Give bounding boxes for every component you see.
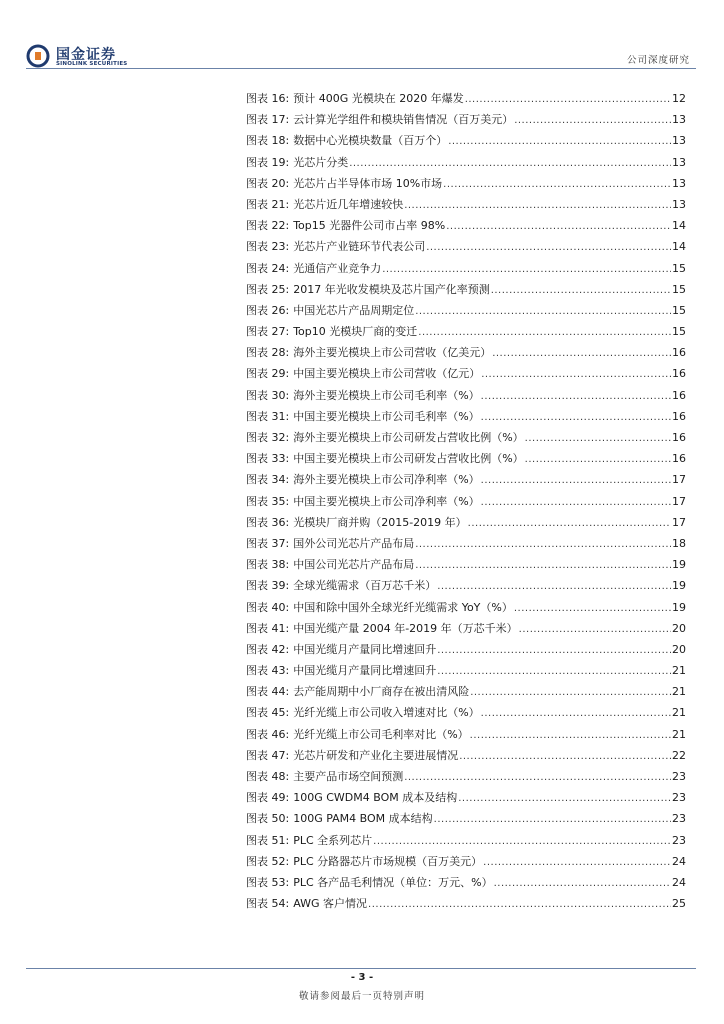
toc-entry-title: 中国光缆产量 2004 年-2019 年（万芯千米）	[293, 621, 518, 635]
toc-entry[interactable]	[246, 851, 686, 872]
toc-entry-label: 图表 25:	[246, 282, 290, 296]
toc-entry-page: 16	[672, 409, 686, 423]
toc-leader-dots	[415, 534, 671, 555]
toc-entry-label: 图表 39:	[246, 579, 290, 593]
toc-leader-dots	[465, 89, 671, 110]
toc-entry-page: 13	[672, 155, 686, 169]
toc-entry-title: 光通信产业竞争力	[293, 261, 382, 275]
toc-leader-dots	[470, 682, 671, 703]
toc-entry-label: 图表 24:	[246, 261, 290, 275]
toc-entry-page: 23	[672, 833, 686, 847]
toc-entry-title: 中国公司光芯片产品布局	[293, 558, 415, 572]
toc-entry-page: 14	[672, 240, 686, 254]
toc-entry[interactable]	[246, 300, 686, 321]
logo-text-en: SINOLINK SECURITIES	[56, 61, 128, 67]
toc-entry[interactable]	[246, 724, 686, 745]
toc-entry-page: 16	[672, 367, 686, 381]
toc-entry-page: 16	[672, 346, 686, 360]
toc-entry-label: 图表 29:	[246, 367, 290, 381]
toc-entry-title: 中国光缆月产量同比增速回升	[293, 664, 437, 678]
toc-entry-label: 图表 31:	[246, 409, 290, 423]
toc-leader-dots	[418, 322, 671, 343]
toc-entry-title: PLC 各产品毛利情况（单位：万元、%）	[293, 875, 493, 889]
toc-entry[interactable]	[246, 893, 686, 914]
toc-entry[interactable]	[246, 745, 686, 766]
toc-leader-dots	[492, 343, 671, 364]
toc-leader-dots	[481, 470, 671, 491]
toc-entry[interactable]	[246, 639, 686, 660]
toc-entry-label: 图表 44:	[246, 685, 290, 699]
toc-entry-title: 光纤光缆上市公司毛利率对比（%）	[293, 727, 469, 741]
toc-entry-page: 19	[672, 600, 686, 614]
toc-entry[interactable]	[246, 766, 686, 787]
toc-entry-page: 17	[672, 494, 686, 508]
toc-leader-dots	[481, 492, 671, 513]
toc-entry-label: 图表 16:	[246, 92, 290, 105]
toc-entry[interactable]	[246, 406, 686, 427]
toc-leader-dots	[481, 386, 671, 407]
toc-entry-label: 图表 26:	[246, 303, 290, 317]
toc-leader-dots	[415, 301, 671, 322]
toc-entry-label: 图表 47:	[246, 748, 290, 762]
toc-entry-label: 图表 38:	[246, 558, 290, 572]
toc-entry-title: 100G PAM4 BOM 成本结构	[293, 812, 433, 826]
toc-entry-title: 光芯片近几年增速较快	[293, 197, 404, 211]
toc-leader-dots	[481, 364, 671, 385]
toc-entry-page: 21	[672, 685, 686, 699]
toc-entry[interactable]	[246, 258, 686, 279]
toc-entry-title: 2017 年光收发模块及芯片国产化率预测	[293, 282, 490, 296]
toc-entry-label: 图表 46:	[246, 727, 290, 741]
toc-entry[interactable]	[246, 342, 686, 363]
toc-entry-page: 21	[672, 727, 686, 741]
toc-entry[interactable]	[246, 469, 686, 490]
toc-leader-dots	[458, 788, 671, 809]
toc-entry-label: 图表 52:	[246, 854, 290, 868]
toc-entry-page: 13	[672, 134, 686, 148]
toc-entry-title: 光芯片研发和产业化主要进展情况	[293, 748, 459, 762]
toc-entry-page: 13	[672, 113, 686, 127]
toc-entry-label: 图表 19:	[246, 155, 290, 169]
toc-entry-page: 16	[672, 452, 686, 466]
toc-entry-title: 中国主要光模块上市公司营收（亿元）	[293, 367, 481, 381]
toc-entry-label: 图表 50:	[246, 812, 290, 826]
toc-leader-dots	[481, 703, 671, 724]
toc-entry-page: 24	[672, 875, 686, 889]
toc-leader-dots	[368, 894, 671, 915]
figure-table-of-contents	[246, 88, 686, 914]
toc-leader-dots	[373, 831, 671, 852]
toc-entry-title: 光芯片占半导体市场 10%市场	[293, 176, 443, 190]
page-number: - 3 -	[350, 972, 374, 983]
toc-leader-dots	[404, 195, 671, 216]
toc-entry-label: 图表 41:	[246, 621, 290, 635]
toc-entry[interactable]	[246, 618, 686, 639]
toc-leader-dots	[349, 153, 671, 174]
toc-leader-dots	[514, 598, 671, 619]
toc-entry-page: 15	[672, 303, 686, 317]
toc-entry[interactable]	[246, 363, 686, 384]
logo-text-cn: 国金证券	[56, 47, 116, 63]
toc-entry-label: 图表 28:	[246, 346, 290, 360]
toc-entry-page: 23	[672, 812, 686, 826]
toc-entry[interactable]	[246, 194, 686, 215]
toc-leader-dots	[437, 640, 671, 661]
toc-entry-label: 图表 22:	[246, 219, 290, 233]
toc-leader-dots	[382, 259, 671, 280]
company-logo	[26, 44, 136, 68]
toc-entry-title: 数据中心光模块数量（百万个）	[293, 134, 448, 148]
toc-entry-title: PLC 分路器芯片市场规模（百万美元）	[293, 854, 483, 868]
toc-leader-dots	[514, 110, 671, 131]
toc-entry[interactable]	[246, 512, 686, 533]
toc-entry-page: 14	[672, 219, 686, 233]
toc-entry-title: 光纤光缆上市公司收入增速对比（%）	[293, 706, 480, 720]
toc-entry-page: 21	[672, 706, 686, 720]
toc-entry[interactable]	[246, 88, 686, 109]
footer-divider	[26, 968, 696, 969]
toc-leader-dots	[426, 237, 671, 258]
toc-entry-label: 图表 30:	[246, 388, 290, 402]
toc-entry-label: 图表 20:	[246, 176, 290, 190]
toc-entry-label: 图表 36:	[246, 515, 290, 529]
toc-entry-page: 21	[672, 664, 686, 678]
sinolink-logo-icon	[26, 44, 52, 68]
toc-entry-page: 13	[672, 176, 686, 190]
toc-entry-title: 中国光缆月产量同比增速回升	[293, 642, 437, 656]
toc-entry-page: 19	[672, 558, 686, 572]
toc-entry-label: 图表 45:	[246, 706, 290, 720]
toc-entry-label: 图表 21:	[246, 197, 290, 211]
report-type-label: 公司深度研究	[626, 55, 690, 66]
toc-entry-label: 图表 23:	[246, 240, 290, 254]
toc-entry[interactable]	[246, 787, 686, 808]
toc-entry-title: 光芯片产业链环节代表公司	[293, 240, 426, 254]
toc-leader-dots	[437, 661, 671, 682]
toc-entry[interactable]	[246, 385, 686, 406]
toc-leader-dots	[519, 619, 671, 640]
toc-entry-page: 15	[672, 325, 686, 339]
toc-leader-dots	[483, 852, 671, 873]
toc-entry-title: 国外公司光芯片产品布局	[293, 536, 415, 550]
toc-entry[interactable]	[246, 491, 686, 512]
toc-entry[interactable]	[246, 681, 686, 702]
toc-entry-label: 图表 40:	[246, 600, 290, 614]
toc-entry-title: 海外主要光模块上市公司毛利率（%）	[293, 388, 480, 402]
toc-entry-page: 22	[672, 748, 686, 762]
toc-entry-label: 图表 43:	[246, 664, 290, 678]
toc-entry[interactable]	[246, 109, 686, 130]
toc-entry-page: 12	[672, 92, 686, 105]
toc-leader-dots	[468, 513, 671, 534]
toc-entry-label: 图表 53:	[246, 875, 290, 889]
toc-entry-page: 15	[672, 282, 686, 296]
toc-leader-dots	[494, 873, 671, 894]
toc-entry-title: 海外主要光模块上市公司净利率（%）	[293, 473, 480, 487]
toc-entry[interactable]	[246, 173, 686, 194]
toc-entry[interactable]	[246, 448, 686, 469]
toc-entry-label: 图表 51:	[246, 833, 290, 847]
toc-entry-label: 图表 35:	[246, 494, 290, 508]
toc-entry-label: 图表 49:	[246, 791, 290, 805]
toc-entry-title: 中国和除中国外全球光纤光缆需求 YoY（%）	[293, 600, 513, 614]
toc-leader-dots	[470, 725, 671, 746]
toc-entry-page: 16	[672, 431, 686, 444]
toc-entry-page: 15	[672, 261, 686, 275]
toc-entry-page: 17	[672, 515, 686, 529]
toc-entry-title: 海外主要光模块上市公司营收（亿美元）	[293, 346, 492, 360]
toc-entry[interactable]	[246, 236, 686, 257]
toc-entry-page: 24	[672, 854, 686, 868]
toc-leader-dots	[459, 746, 671, 767]
toc-entry-label: 图表 54:	[246, 897, 290, 911]
toc-entry-title: 光模块厂商并购（2015-2019 年）	[293, 515, 467, 529]
toc-entry-label: 图表 27:	[246, 325, 290, 339]
toc-entry[interactable]	[246, 152, 686, 173]
toc-entry-title: 云计算光学组件和模块销售情况（百万美元）	[293, 113, 514, 127]
toc-leader-dots	[448, 131, 671, 152]
toc-entry-page: 25	[672, 897, 686, 911]
toc-leader-dots	[404, 767, 671, 788]
toc-entry-label: 图表 37:	[246, 536, 290, 550]
toc-entry-title: 主要产品市场空间预测	[293, 770, 404, 783]
toc-entry-page: 16	[672, 388, 686, 402]
toc-entry-page: 20	[672, 642, 686, 656]
toc-entry-page: 13	[672, 197, 686, 211]
toc-entry[interactable]	[246, 597, 686, 618]
toc-entry-label: 图表 48:	[246, 770, 290, 783]
toc-entry-page: 23	[672, 770, 686, 783]
toc-entry[interactable]	[246, 808, 686, 829]
toc-entry-title: 中国主要光模块上市公司毛利率（%）	[293, 409, 480, 423]
toc-entry[interactable]	[246, 321, 686, 342]
toc-entry-title: PLC 全系列芯片	[293, 833, 373, 847]
toc-entry-title: 光芯片分类	[293, 155, 349, 169]
toc-entry-title: Top15 光器件公司市占率 98%	[293, 219, 446, 233]
toc-leader-dots	[443, 174, 671, 195]
toc-leader-dots	[491, 280, 671, 301]
toc-entry-page: 19	[672, 579, 686, 593]
toc-entry[interactable]	[246, 130, 686, 151]
toc-entry[interactable]	[246, 830, 686, 851]
toc-leader-dots	[434, 809, 671, 830]
toc-leader-dots	[415, 555, 671, 576]
toc-entry-title: 中国光芯片产品周期定位	[293, 303, 415, 317]
toc-entry[interactable]	[246, 533, 686, 554]
toc-entry-title: 全球光缆需求（百万芯千米）	[293, 579, 437, 593]
toc-leader-dots	[437, 576, 671, 597]
toc-entry-page: 20	[672, 621, 686, 635]
toc-entry[interactable]	[246, 575, 686, 596]
toc-entry-title: Top10 光模块厂商的变迁	[293, 325, 418, 339]
toc-entry-title: 预计 400G 光模块在 2020 年爆发	[293, 92, 464, 105]
header-divider	[26, 68, 696, 69]
toc-entry-title: 中国主要光模块上市公司研发占营收比例（%）	[293, 452, 524, 466]
toc-entry-label: 图表 32:	[246, 431, 290, 444]
toc-entry-page: 17	[672, 473, 686, 487]
toc-entry-page: 18	[672, 536, 686, 550]
toc-leader-dots	[481, 407, 671, 428]
toc-entry-label: 图表 34:	[246, 473, 290, 487]
toc-entry[interactable]	[246, 872, 686, 893]
toc-entry-title: 海外主要光模块上市公司研发占营收比例（%）	[293, 431, 524, 444]
toc-entry-label: 图表 17:	[246, 113, 290, 127]
toc-entry[interactable]	[246, 279, 686, 300]
page-header	[0, 0, 724, 72]
toc-entry[interactable]	[246, 660, 686, 681]
toc-entry-title: AWG 客户情况	[293, 897, 368, 911]
toc-leader-dots	[446, 216, 671, 237]
toc-leader-dots	[525, 428, 671, 449]
toc-entry[interactable]	[246, 427, 686, 448]
disclaimer-text: 敬请参阅最后一页特别声明	[298, 991, 425, 1002]
toc-entry-label: 图表 18:	[246, 134, 290, 148]
toc-entry-page: 23	[672, 791, 686, 805]
toc-entry-title: 100G CWDM4 BOM 成本及结构	[293, 791, 458, 805]
toc-entry[interactable]	[246, 702, 686, 723]
toc-entry-label: 图表 33:	[246, 452, 290, 466]
toc-entry-title: 去产能周期中小厂商存在被出清风险	[293, 685, 470, 699]
toc-entry[interactable]	[246, 554, 686, 575]
toc-entry-title: 中国主要光模块上市公司净利率（%）	[293, 494, 480, 508]
toc-entry[interactable]	[246, 215, 686, 236]
toc-entry-label: 图表 42:	[246, 642, 290, 656]
toc-leader-dots	[525, 449, 671, 470]
